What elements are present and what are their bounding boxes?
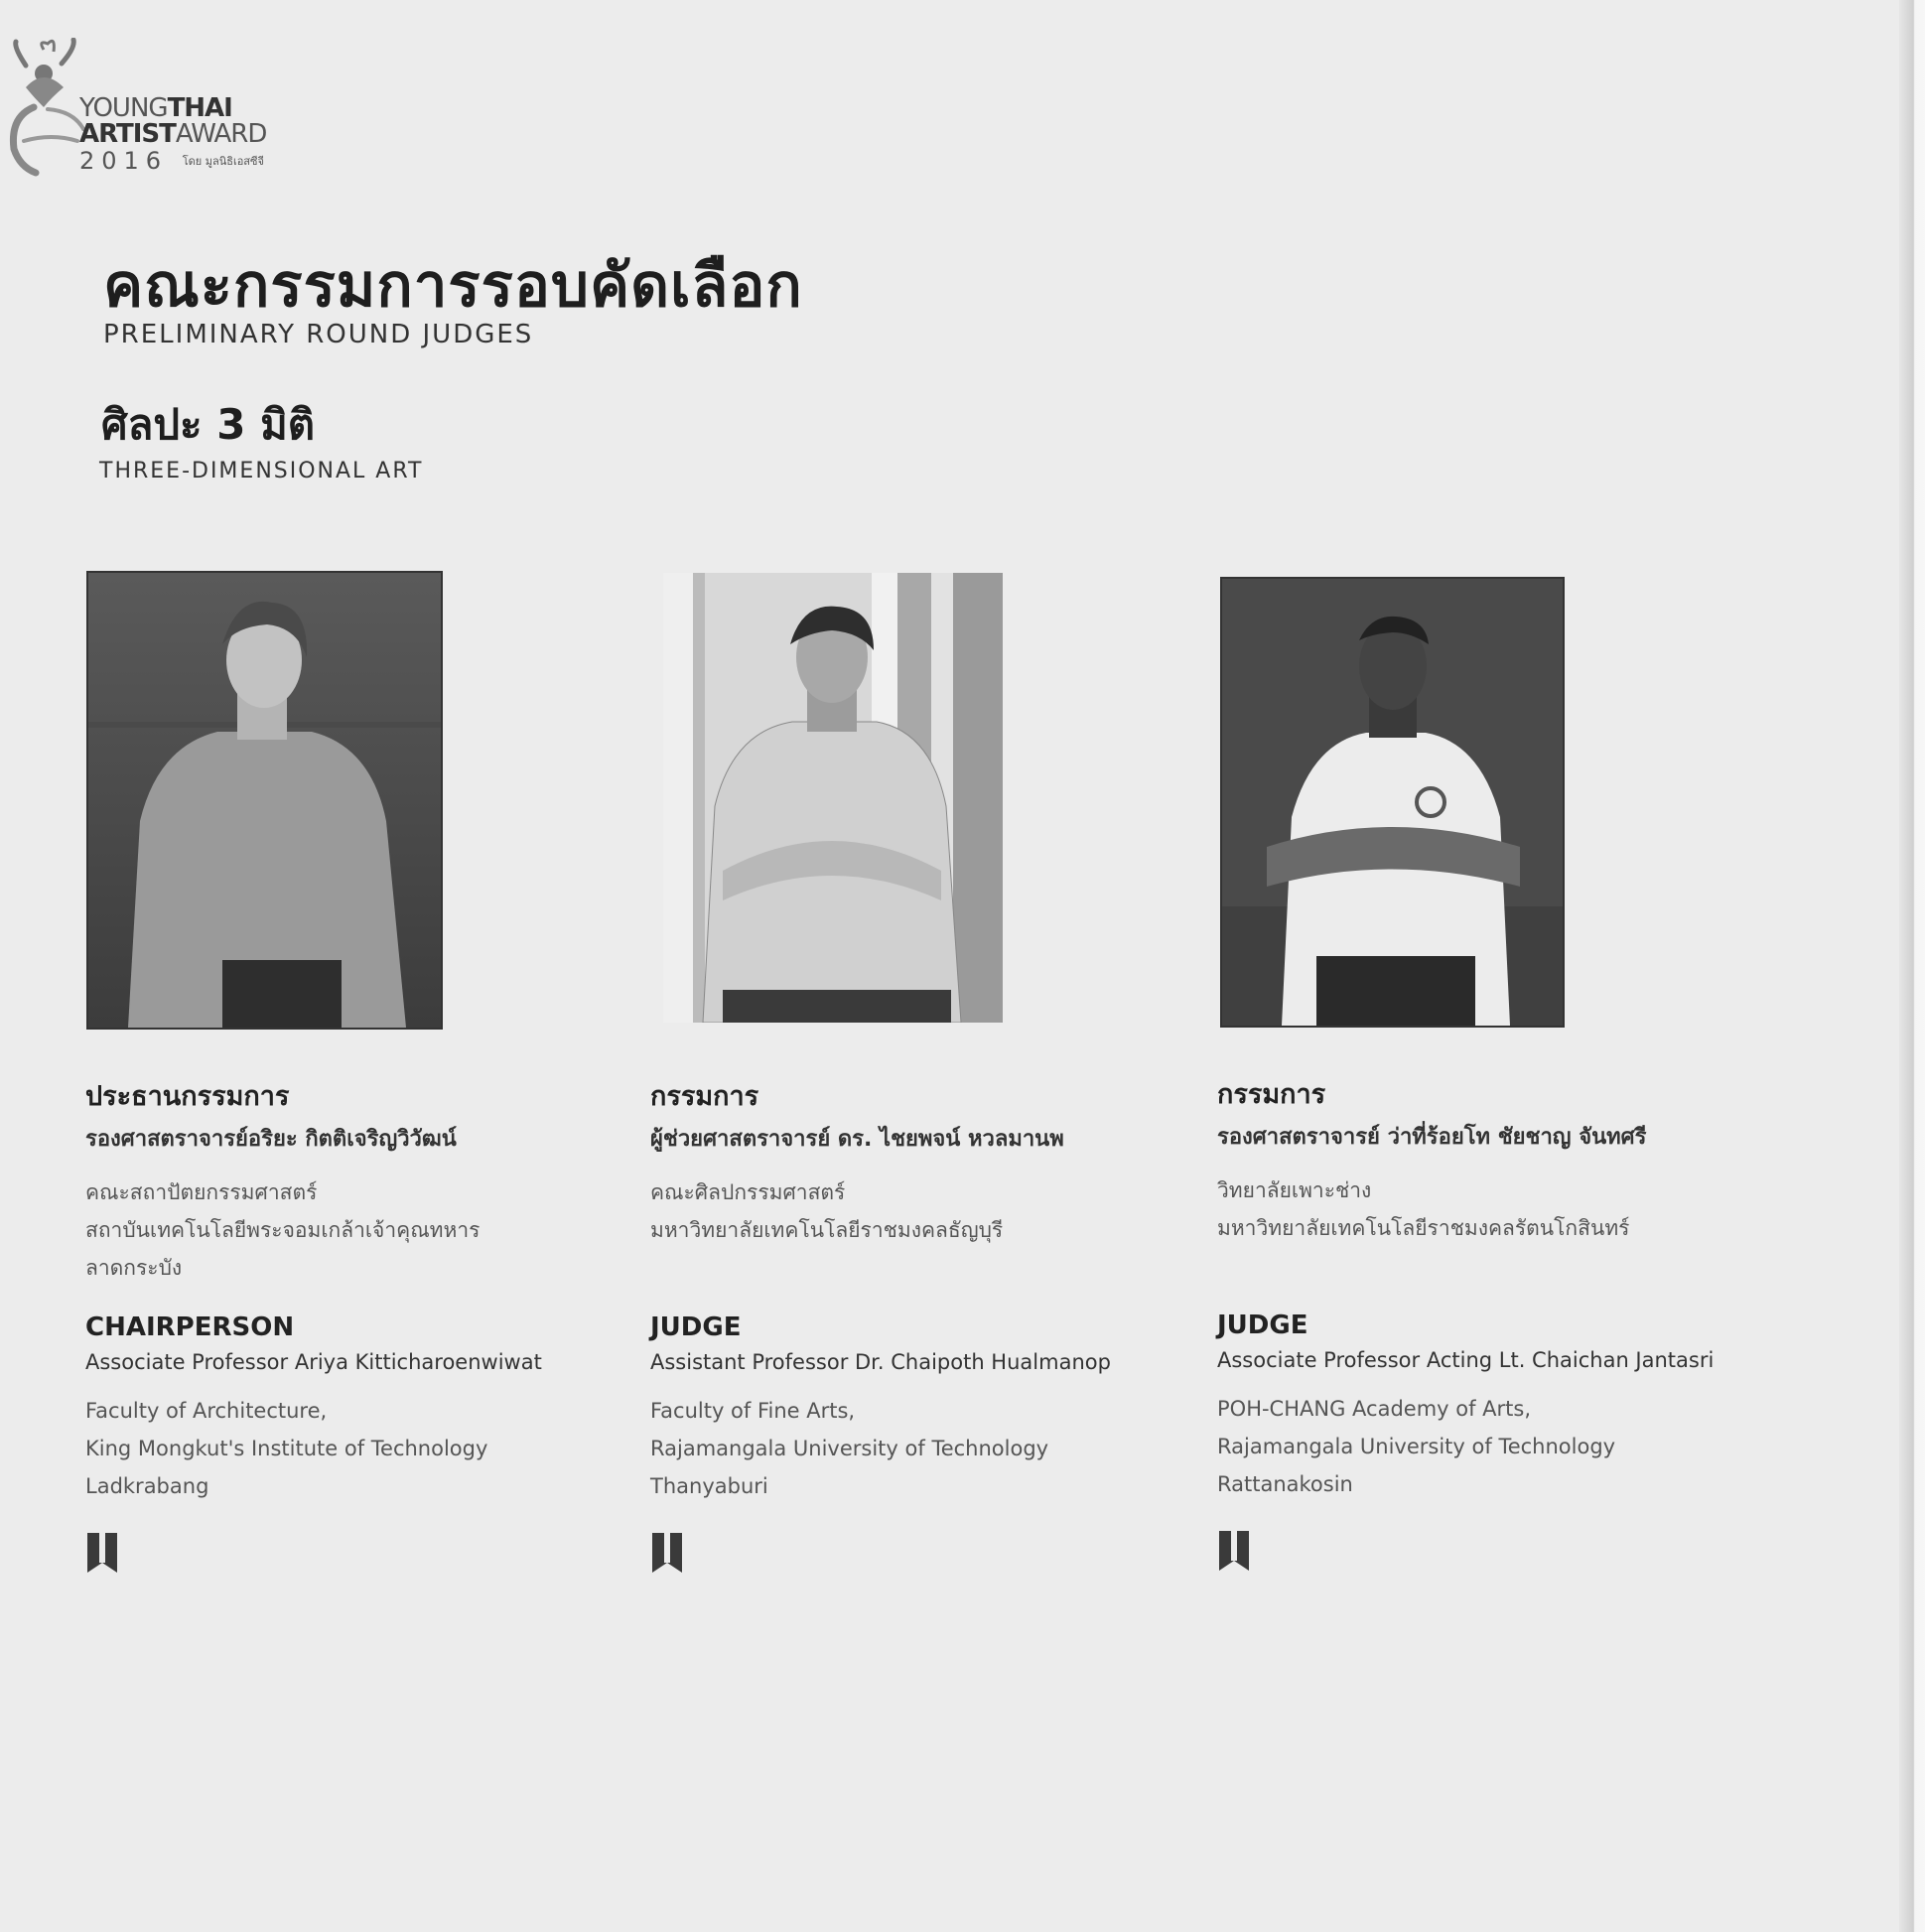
judge-card-2 — [650, 1074, 1206, 1579]
judge-affiliation-english: POH-CHANG Academy of Arts, Rajamangala University of Technology Rattanakosin — [1217, 1397, 1616, 1496]
judge-photo-3 — [1220, 577, 1565, 1028]
judge-role-english: JUDGE — [1217, 1311, 1308, 1340]
judge-affiliation-english: Faculty of Fine Arts, Rajamangala University of Technology Thanyaburi — [650, 1399, 1049, 1498]
logo-line-3: 2016 โดย มูลนิธิเอสซีจี — [79, 147, 264, 175]
judge-role-english: JUDGE — [650, 1312, 742, 1342]
judge-affiliation-thai: คณะสถาปัตยกรรมศาสตร์ สถาบันเทคโนโลยีพระจอมเกล้าเจ้าคุณทหาร ลาดกระบัง — [85, 1180, 481, 1280]
bookmark-icon — [1217, 1529, 1251, 1573]
category-title-english: THREE-DIMENSIONAL ART — [99, 459, 424, 483]
judge-name-english: Associate Professor Acting Lt. Chaichan Jantasri — [1217, 1348, 1715, 1372]
judge-role-thai: กรรมการ — [1217, 1079, 1326, 1110]
judge-name-english: Associate Professor Ariya Kitticharoenwiwat — [85, 1350, 542, 1374]
judge-name-thai: ผู้ช่วยศาสตราจารย์ ดร. ไชยพจน์ หวลมานพ — [650, 1127, 1064, 1152]
judge-photo-2 — [663, 573, 1003, 1023]
judge-name-thai: รองศาสตราจารย์อริยะ กิตติเจริญวิวัฒน์ — [85, 1127, 457, 1152]
judge-card-3 — [1217, 1072, 1773, 1577]
judge-card-1 — [85, 1074, 641, 1579]
judge-role-thai: กรรมการ — [650, 1081, 759, 1112]
judge-affiliation-english: Faculty of Architecture, King Mongkut's Institute of Technology Ladkrabang — [85, 1399, 488, 1498]
judge-affiliation-thai: วิทยาลัยเพาะช่าง มหาวิทยาลัยเทคโนโลยีราชมงคลรัตนโกสินทร์ — [1217, 1178, 1630, 1240]
page-title-english: PRELIMINARY ROUND JUDGES — [103, 320, 534, 349]
judge-name-english: Assistant Professor Dr. Chaipoth Hualmanop — [650, 1350, 1111, 1374]
page-title-thai: คณะกรรมการรอบคัดเลือก — [103, 251, 803, 321]
bookmark-icon — [650, 1531, 684, 1575]
judge-affiliation-thai: คณะศิลปกรรมศาสตร์ มหาวิทยาลัยเทคโนโลยีราชมงคลธัญบุรี — [650, 1180, 1004, 1242]
page-edge — [1899, 0, 1925, 1932]
judge-name-thai: รองศาสตราจารย์ ว่าที่ร้อยโท ชัยชาญ จันทศรี — [1217, 1125, 1647, 1150]
logo-line-1: YOUNGTHAI — [79, 93, 232, 123]
category-title-thai: ศิลปะ 3 มิติ — [101, 400, 316, 449]
judge-photo-1 — [86, 571, 443, 1030]
young-thai-artist-award-logo — [4, 38, 292, 177]
judge-role-thai: ประธานกรรมการ — [85, 1081, 290, 1112]
logo-line-2: ARTISTAWARD — [79, 119, 267, 149]
judge-role-english: CHAIRPERSON — [85, 1312, 295, 1342]
bookmark-icon — [85, 1531, 119, 1575]
